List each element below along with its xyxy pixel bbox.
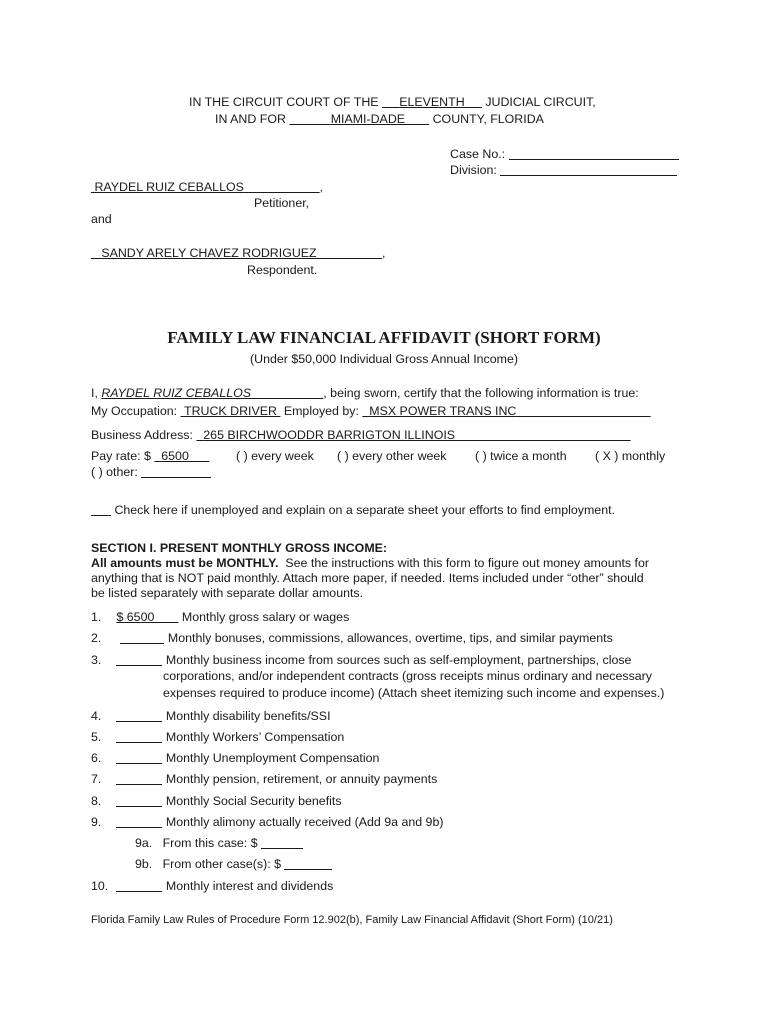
occupation-row <box>91 403 651 419</box>
list-item <box>91 814 443 830</box>
list-item <box>91 652 631 668</box>
list-item <box>91 750 379 766</box>
list-item <box>91 729 344 745</box>
case-no-row <box>450 146 679 162</box>
affiant-name-field[interactable]: RAYDEL RUIZ CEBALLOS <box>101 386 251 400</box>
county-suffix: COUNTY, FLORIDA <box>432 112 544 126</box>
respondent-label: Respondent. <box>247 263 318 277</box>
section1-instructions-1 <box>91 555 649 571</box>
sub-item-amount-field[interactable] <box>284 856 332 870</box>
division-label: Division: <box>450 163 497 177</box>
item-amount-field[interactable] <box>116 814 162 828</box>
sub-item-number: 9b. <box>135 857 153 871</box>
affiant-row <box>91 385 639 401</box>
pay-rate-label: Pay rate: $ <box>91 449 151 463</box>
case-no-label: Case No.: <box>450 147 506 161</box>
affiant-i: I, <box>91 386 98 400</box>
other-row <box>91 464 211 480</box>
form-footer: Florida Family Law Rules of Procedure Form 12.902(b), Family Law Financial Affidavit (Short Form) (10/21) <box>91 914 613 926</box>
petitioner-name-field[interactable]: RAYDEL RUIZ CEBALLOS <box>94 180 244 194</box>
item-number: 9. <box>91 815 102 829</box>
monthly-emphasis: All amounts must be MONTHLY. <box>91 556 279 570</box>
pay-rate-field[interactable]: 6500 <box>161 449 189 463</box>
court-prefix: IN THE CIRCUIT COURT OF THE <box>189 95 379 109</box>
list-item <box>91 878 333 894</box>
unemployed-row <box>91 502 615 518</box>
employed-label: Employed by: <box>283 404 359 418</box>
list-item <box>91 609 349 625</box>
twice-month-option[interactable]: ( ) twice a month <box>475 449 567 463</box>
list-item <box>91 771 437 787</box>
list-item <box>91 793 342 809</box>
item-text: Monthly disability benefits/SSI <box>165 709 331 723</box>
item-number: 6. <box>91 751 102 765</box>
item-text: Monthly gross salary or wages <box>181 610 350 624</box>
item-text: Monthly business income from sources such as self-employment, partnerships, close <box>165 653 632 667</box>
form-title: FAMILY LAW FINANCIAL AFFIDAVIT (SHORT FORM) <box>167 328 601 347</box>
section1-heading: SECTION I. PRESENT MONTHLY GROSS INCOME: <box>91 541 388 555</box>
respondent-name-field[interactable]: SANDY ARELY CHAVEZ RODRIGUEZ <box>101 246 317 260</box>
unemployed-text: Check here if unemployed and explain on a separate sheet your efforts to find employment. <box>114 503 615 517</box>
court-suffix: JUDICIAL CIRCUIT, <box>485 95 596 109</box>
address-row <box>91 427 631 443</box>
sub-item <box>135 856 332 872</box>
item-amount-field[interactable] <box>120 630 164 644</box>
section1-instructions-3: be listed separately with separate dollar amounts. <box>91 586 364 600</box>
item-text: Monthly Unemployment Compensation <box>165 751 380 765</box>
item-text: Monthly bonuses, commissions, allowances, overtime, tips, and similar payments <box>167 631 613 645</box>
address-field[interactable]: 265 BIRCHWOODDR BARRIGTON ILLINOIS <box>203 428 456 442</box>
sub-item-number: 9a. <box>135 836 153 850</box>
item-number: 10. <box>91 879 109 893</box>
pay-rate-label-row <box>91 448 210 464</box>
petitioner-label: Petitioner, <box>254 196 310 210</box>
item-amount-field[interactable] <box>116 878 162 892</box>
item-text-cont: expenses required to produce income) (Attach sheet itemizing such income and expenses.) <box>163 686 665 700</box>
respondent-row: SANDY ARELY CHAVEZ RODRIGUEZ , <box>91 245 385 261</box>
item-amount-field[interactable] <box>116 652 162 666</box>
division-row <box>450 162 677 178</box>
item-amount-field[interactable]: $ 6500 <box>116 610 155 624</box>
county-line <box>215 111 544 127</box>
other-option[interactable]: ( ) other: <box>91 465 138 479</box>
employer-field[interactable]: MSX POWER TRANS INC <box>369 404 517 418</box>
sub-item-text: From this case: $ <box>162 836 258 850</box>
sub-item-amount-field[interactable] <box>261 835 303 849</box>
petitioner-row: RAYDEL RUIZ CEBALLOS , <box>91 179 323 195</box>
item-amount-field[interactable] <box>116 750 162 764</box>
court-line <box>189 94 596 110</box>
circuit-field[interactable]: ELEVENTH <box>399 95 465 109</box>
item-text: Monthly interest and dividends <box>165 879 334 893</box>
item-number: 7. <box>91 772 102 786</box>
item-number: 8. <box>91 794 102 808</box>
item-text: Monthly Workers’ Compensation <box>165 730 345 744</box>
list-item <box>91 630 613 646</box>
occupation-field[interactable]: TRUCK DRIVER <box>184 404 277 418</box>
item-text-cont: corporations, and/or independent contracts (gross receipts minus ordinary and necessary <box>163 669 653 683</box>
and-label: and <box>91 212 112 226</box>
division-field[interactable] <box>500 162 677 176</box>
case-no-field[interactable] <box>509 146 679 160</box>
item-number: 3. <box>91 653 102 667</box>
every-week-option[interactable]: ( ) every week <box>236 449 314 463</box>
county-field[interactable]: MIAMI-DADE <box>330 112 406 126</box>
form-subtitle: (Under $50,000 Individual Gross Annual Income) <box>250 352 518 366</box>
section1-instructions-2: anything that is NOT paid monthly. Attach more paper, if needed. Items included under “other” should <box>91 571 644 585</box>
county-prefix: IN AND FOR <box>215 112 286 126</box>
item-number: 4. <box>91 709 102 723</box>
every-other-week-option[interactable]: ( ) every other week <box>337 449 447 463</box>
item-number: 2. <box>91 631 102 645</box>
item-amount-field[interactable] <box>116 729 162 743</box>
sub-item-text: From other case(s): $ <box>162 857 281 871</box>
item-text: Monthly alimony actually received (Add 9a and 9b) <box>165 815 444 829</box>
occupation-label: My Occupation: <box>91 404 178 418</box>
instructions-text-1: See the instructions with this form to figure out money amounts for <box>285 556 650 570</box>
item-number: 1. <box>91 610 102 624</box>
item-text: Monthly Social Security benefits <box>165 794 342 808</box>
item-amount-field[interactable] <box>116 793 162 807</box>
item-amount-field[interactable] <box>116 771 162 785</box>
item-amount-field[interactable] <box>116 708 162 722</box>
sworn-text: , being sworn, certify that the following information is true: <box>323 386 639 400</box>
list-item <box>91 708 331 724</box>
item-text: Monthly pension, retirement, or annuity payments <box>165 772 438 786</box>
monthly-option[interactable]: ( X ) monthly <box>595 449 666 463</box>
sub-item <box>135 835 303 851</box>
item-number: 5. <box>91 730 102 744</box>
unemployed-checkbox[interactable] <box>91 502 111 516</box>
other-field[interactable] <box>141 464 211 478</box>
address-label: Business Address: <box>91 428 193 442</box>
